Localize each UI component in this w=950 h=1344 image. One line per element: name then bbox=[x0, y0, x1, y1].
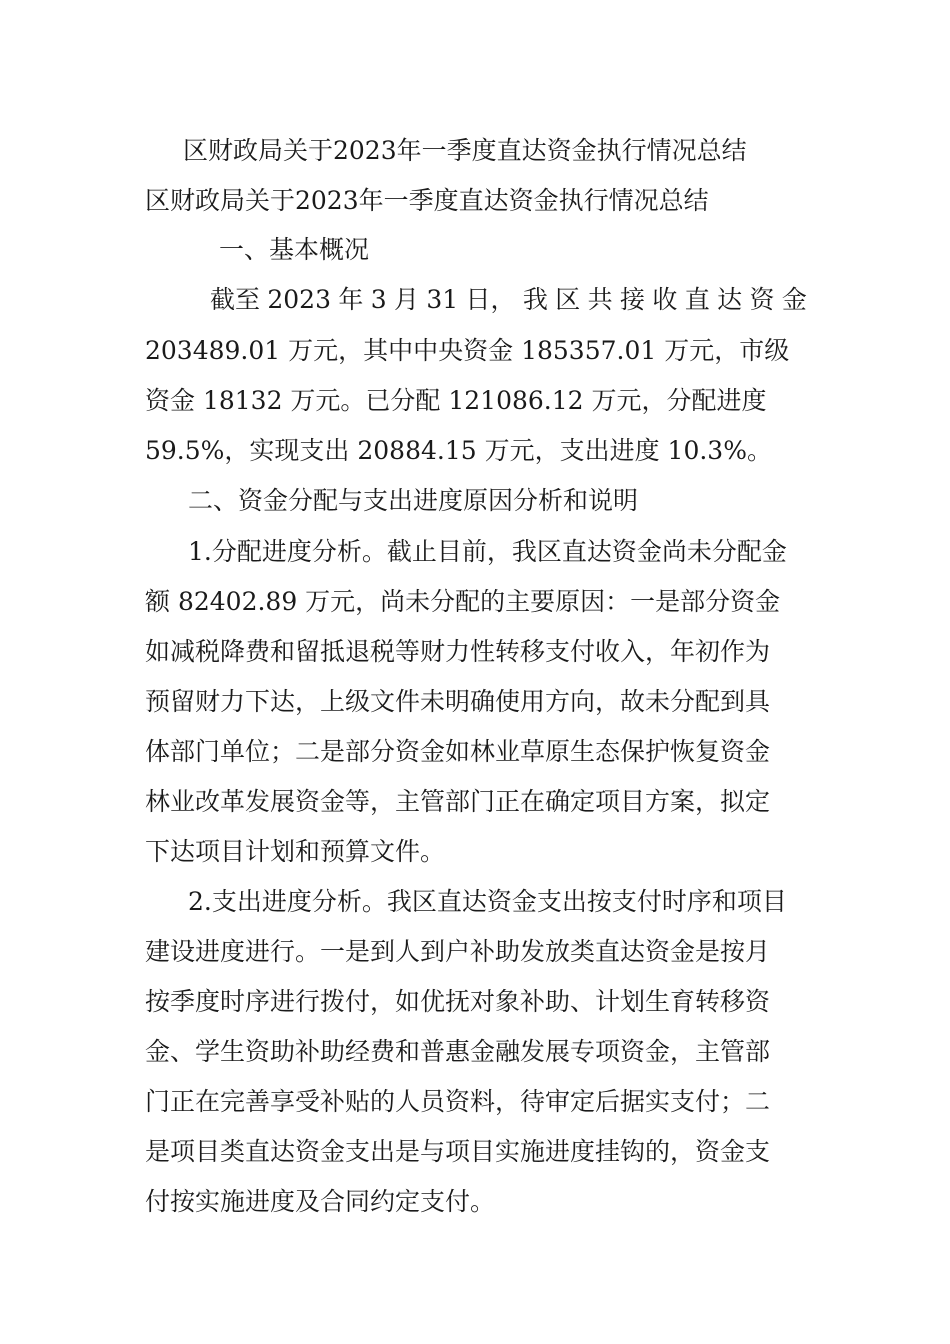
section-1-line-2 bbox=[145, 335, 807, 367]
text-segment: 区 bbox=[555, 285, 581, 314]
paragraph-2-line-7: 付按实施进度及合同约定支付。 bbox=[145, 1187, 496, 1216]
text-segment: 2023 bbox=[267, 285, 331, 314]
paragraph-2-line-2: 建设进度进行。一是到人到户补助发放类直达资金是按月 bbox=[145, 937, 771, 966]
paragraph-1-line-5: 体部门单位；二是部分资金如林业草原生态保护恢复资金 bbox=[145, 737, 771, 766]
section-2-heading: 二、资金分配与支出进度原因分析和说明 bbox=[188, 486, 639, 515]
paragraph-1-line-2: 额 82402.89 万元，尚未分配的主要原因：一是部分资金 bbox=[145, 587, 781, 616]
text-segment: 资金 18132 万元。已分配 121086.12 万元，分配进度 bbox=[145, 386, 767, 415]
section-1-line-3 bbox=[145, 385, 807, 417]
paragraph-2-line-6: 是项目类直达资金支出是与项目实施进度挂钩的，资金支 bbox=[145, 1137, 771, 1166]
paragraph-1-line-6: 林业改革发展资金等，主管部门正在确定项目方案，拟定 bbox=[145, 787, 771, 816]
text-segment: 月 bbox=[394, 285, 420, 314]
document-title-2: 区财政局关于2023年一季度直达资金执行情况总结 bbox=[145, 186, 709, 215]
document-title-1: 区财政局关于2023年一季度直达资金执行情况总结 bbox=[183, 136, 747, 165]
section-1-heading: 一、基本概况 bbox=[219, 235, 370, 264]
text-segment: 3 bbox=[370, 285, 387, 314]
paragraph-1-line-1: 1.分配进度分析。截止目前，我区直达资金尚未分配金 bbox=[188, 537, 787, 566]
text-segment: 达 bbox=[717, 285, 743, 314]
text-segment: 日， bbox=[465, 285, 516, 314]
text-segment: 共 bbox=[587, 285, 613, 314]
text-segment: 203489.01 万元，其中中央资金 185357.01 万元，市级 bbox=[145, 336, 790, 365]
text-segment: 年 bbox=[338, 285, 364, 314]
paragraph-1-line-4: 预留财力下达，上级文件未明确使用方向，故未分配到具 bbox=[145, 687, 771, 716]
paragraph-1-line-7: 下达项目计划和预算文件。 bbox=[145, 837, 446, 866]
text-segment: 31 bbox=[426, 285, 459, 314]
paragraph-2-line-1: 2.支出进度分析。我区直达资金支出按支付时序和项目 bbox=[188, 887, 787, 916]
paragraph-2-line-5: 门正在完善享受补贴的人员资料，待审定后据实支付；二 bbox=[145, 1087, 771, 1116]
text-segment: 收 bbox=[652, 285, 678, 314]
text-segment: 接 bbox=[620, 285, 646, 314]
section-1-line-1 bbox=[210, 284, 807, 316]
section-1-line-4: 59.5%，实现支出 20884.15 万元，支出进度 10.3%。 bbox=[145, 436, 772, 465]
paragraph-1-line-3: 如减税降费和留抵退税等财力性转移支付收入，年初作为 bbox=[145, 637, 771, 666]
text-segment: 截至 bbox=[210, 285, 261, 314]
paragraph-2-line-4: 金、学生资助补助经费和普惠金融发展专项资金，主管部 bbox=[145, 1037, 771, 1066]
text-segment: 金 bbox=[781, 285, 807, 314]
paragraph-2-line-3: 按季度时序进行拨付，如优抚对象补助、计划生育转移资 bbox=[145, 987, 771, 1016]
text-segment: 我 bbox=[522, 285, 548, 314]
text-segment: 直 bbox=[684, 285, 710, 314]
text-segment: 资 bbox=[749, 285, 775, 314]
